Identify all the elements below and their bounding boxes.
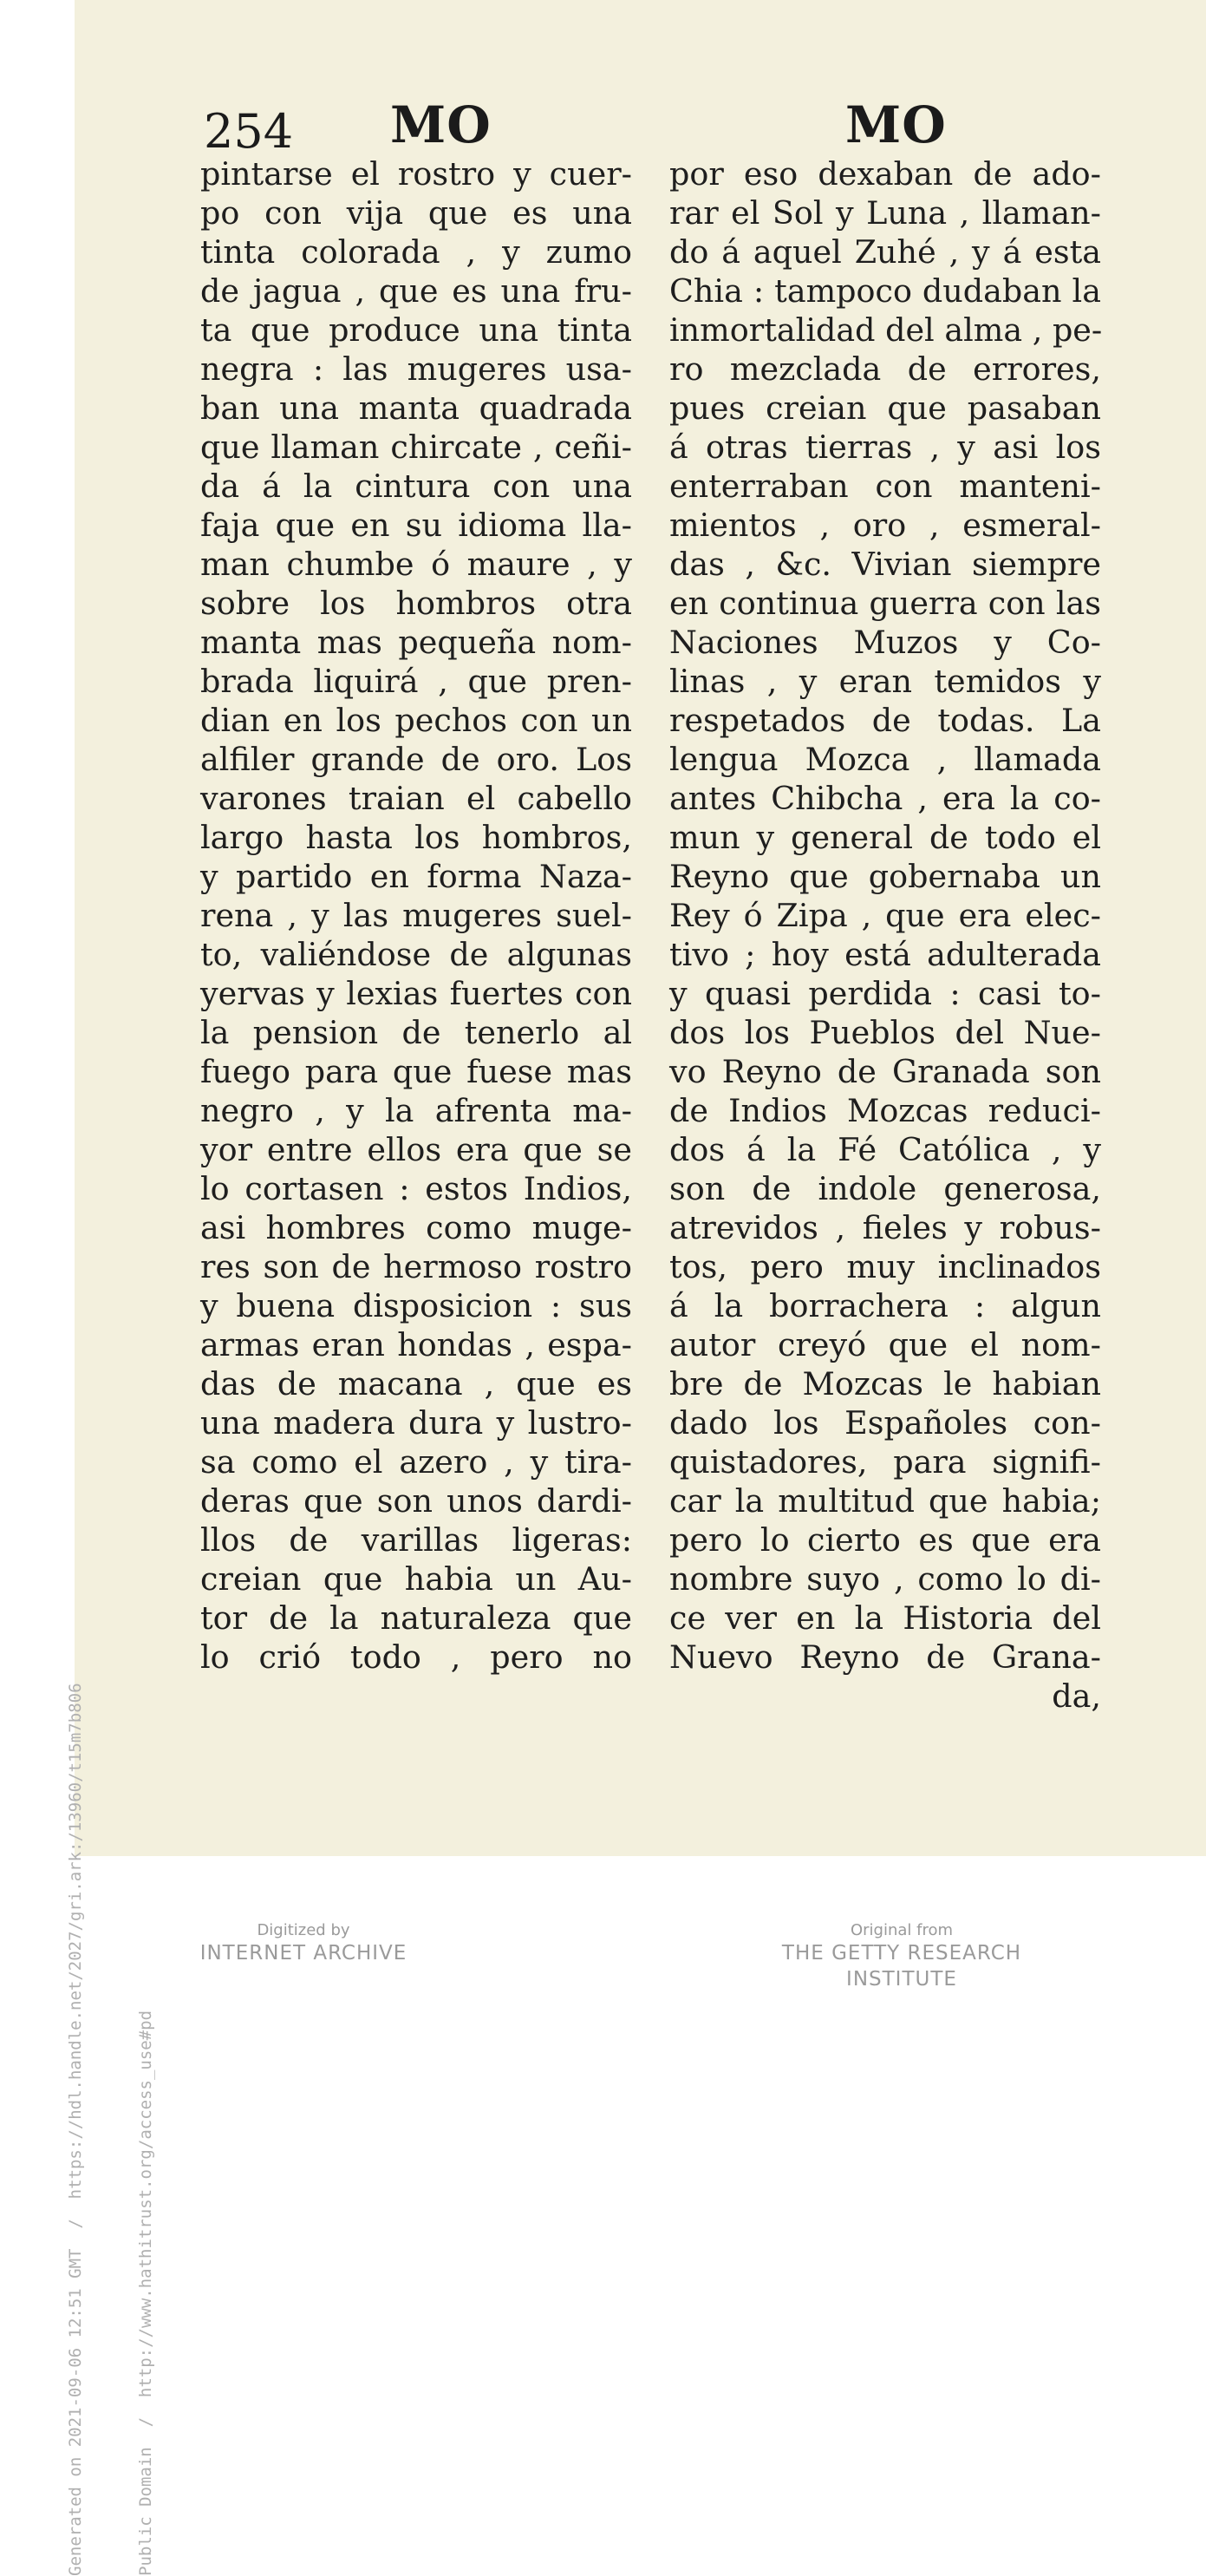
getty-institute-label: THE GETTY RESEARCH INSTITUTE: [781, 1942, 1022, 1991]
text-line: dos los Pueblos del Nue-: [669, 1014, 1101, 1051]
generation-stamp-line-1: Generated on 2021-09-06 12:51 GMT / https://hdl.handle.net/2027/gri.ark:/13960/t15m7b806: [66, 1683, 85, 2576]
text-line: ban una manta quadrada: [200, 389, 632, 427]
text-line: de Indios Mozcas reduci-: [669, 1092, 1101, 1129]
text-line: pues creian que pasaban: [669, 389, 1101, 427]
text-line: deras que son unos dardi-: [200, 1482, 632, 1520]
text-line: ce ver en la Historia del: [669, 1599, 1101, 1637]
text-line: respetados de todas. La: [669, 702, 1101, 739]
text-line: rena , y las mugeres suel-: [200, 897, 632, 934]
text-line: llos de varillas ligeras:: [200, 1521, 632, 1559]
text-line: ro mezclada de errores,: [669, 350, 1101, 388]
text-line: das , &c. Vivian siempre: [669, 546, 1101, 583]
text-line: bre de Mozcas le habian: [669, 1365, 1101, 1402]
left-text-column: [200, 154, 632, 1677]
text-line: y quasi perdida : casi to-: [669, 975, 1101, 1012]
text-line: largo hasta los hombros,: [200, 819, 632, 856]
text-line: autor creyó que el nom-: [669, 1326, 1101, 1363]
text-line: negro , y la afrenta ma-: [200, 1092, 632, 1129]
text-line: sobre los hombros otra: [200, 585, 632, 622]
running-head-left: MO: [390, 95, 492, 154]
text-line: antes Chibcha , era la co-: [669, 780, 1101, 817]
page-number: 254: [204, 104, 294, 159]
text-line: Rey ó Zipa , que era elec-: [669, 897, 1101, 934]
text-line: mientos , oro , esmeral-: [669, 507, 1101, 544]
text-line: lo crió todo , pero no: [200, 1638, 632, 1676]
text-line: po con vija que es una: [200, 194, 632, 232]
text-line: manta mas pequeña nom-: [200, 624, 632, 661]
text-line: das de macana , que es: [200, 1365, 632, 1402]
text-line: inmortalidad del alma , pe-: [669, 311, 1103, 349]
text-line: Naciones Muzos y Co-: [669, 624, 1101, 661]
text-line: que llaman chircate , ceñi-: [200, 428, 632, 466]
text-line: dos á la Fé Católica , y: [669, 1131, 1101, 1168]
text-line: rar el Sol y Luna , llaman-: [669, 194, 1101, 232]
text-line: una madera dura y lustro-: [200, 1404, 632, 1442]
text-line: fuego para que fuese mas: [200, 1053, 632, 1090]
text-line: atrevidos , fieles y robus-: [669, 1209, 1101, 1246]
text-line: á la borrachera : algun: [669, 1287, 1101, 1324]
text-line: car la multitud que habia;: [669, 1482, 1101, 1520]
text-line: dian en los pechos con un: [200, 702, 632, 739]
text-line: la pension de tenerlo al: [200, 1014, 632, 1051]
text-line: varones traian el cabello: [200, 780, 632, 817]
text-line: do á aquel Zuhé , y á esta: [669, 233, 1101, 271]
text-line: pintarse el rostro y cuer-: [200, 155, 632, 193]
text-line: lengua Mozca , llamada: [669, 741, 1101, 778]
right-text-column: [669, 154, 1101, 1716]
text-line: yor entre ellos era que se: [200, 1131, 632, 1168]
text-line: tivo ; hoy está adulterada: [669, 936, 1101, 973]
original-from-label: Original from: [850, 1921, 954, 1939]
text-line: en continua guerra con las: [669, 585, 1101, 622]
text-line: á otras tierras , y asi los: [669, 428, 1101, 466]
text-line: por eso dexaban de ado-: [669, 155, 1101, 193]
running-head-right: MO: [845, 95, 947, 154]
generation-stamp-line-2: Public Domain / http://www.hathitrust.org/access_use#pd: [136, 2010, 155, 2576]
internet-archive-label: INTERNET ARCHIVE: [199, 1942, 407, 1965]
text-line: de jagua , que es una fru-: [200, 272, 632, 310]
text-line: Chia : tampoco dudaban la: [669, 272, 1101, 310]
text-line: ta que produce una tinta: [200, 311, 632, 349]
text-line: tor de la naturaleza que: [200, 1599, 632, 1637]
text-line: res son de hermoso rostro: [200, 1248, 632, 1285]
text-line: asi hombres como muge-: [200, 1209, 632, 1246]
text-line: nombre suyo , como lo di-: [669, 1560, 1101, 1598]
text-line: pero lo cierto es que era: [669, 1521, 1101, 1559]
text-line: armas eran hondas , espa-: [200, 1326, 632, 1363]
text-line: tinta colorada , y zumo: [200, 233, 632, 271]
text-line: y partido en forma Naza-: [200, 858, 632, 895]
text-line: da á la cintura con una: [200, 467, 632, 505]
text-line: son de indole generosa,: [669, 1170, 1101, 1207]
text-line: lo cortasen : estos Indios,: [200, 1170, 632, 1207]
text-line: tos, pero muy inclinados: [669, 1248, 1101, 1285]
text-line: Nuevo Reyno de Grana-: [669, 1638, 1101, 1676]
text-line: y buena disposicion : sus: [200, 1287, 632, 1324]
digitized-by-credit: [199, 1921, 407, 1966]
text-line: alfiler grande de oro. Los: [200, 741, 632, 778]
text-line: Reyno que gobernaba un: [669, 858, 1101, 895]
text-line: yervas y lexias fuertes con: [200, 975, 632, 1012]
text-line: mun y general de todo el: [669, 819, 1101, 856]
text-line: linas , y eran temidos y: [669, 663, 1101, 700]
text-line: man chumbe ó maure , y: [200, 546, 632, 583]
text-line: vo Reyno de Granada son: [669, 1053, 1101, 1090]
text-line: faja que en su idioma lla-: [200, 507, 632, 544]
text-line: negra : las mugeres usa-: [200, 350, 632, 388]
digitized-by-label: Digitized by: [257, 1921, 350, 1939]
text-line: dado los Españoles con-: [669, 1404, 1101, 1442]
text-line: brada liquirá , que pren-: [200, 663, 632, 700]
text-line: sa como el azero , y tira-: [200, 1443, 632, 1481]
original-from-credit: [737, 1921, 1066, 1992]
text-line: enterraban con manteni-: [669, 467, 1101, 505]
text-line: quistadores, para signifi-: [669, 1443, 1101, 1481]
text-line: to, valiéndose de algunas: [200, 936, 632, 973]
generation-stamp: [17, 737, 155, 2576]
text-line: creian que habia un Au-: [200, 1560, 632, 1598]
text-line: da,: [1052, 1677, 1101, 1715]
